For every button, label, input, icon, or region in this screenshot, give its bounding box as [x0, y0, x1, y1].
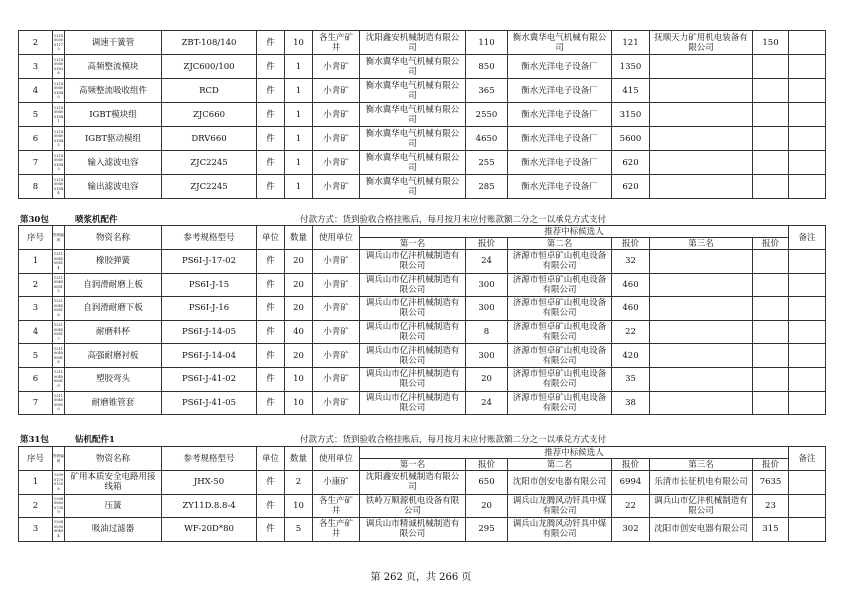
- second-candidate: 济源市恒卓矿山机电设备有限公司: [508, 391, 612, 415]
- material-code: 12110040 00817: [53, 320, 65, 344]
- unit: 件: [257, 320, 285, 344]
- material-code: 12110040 00815: [53, 273, 65, 297]
- second-price: 32: [612, 250, 650, 274]
- spec-model: ZJC600/100: [162, 55, 257, 79]
- second-candidate: 济源市恒卓矿山机电设备有限公司: [508, 367, 612, 391]
- table-row: [19, 518, 826, 542]
- table-row: [19, 391, 826, 415]
- material-name: IGBT驱动模组: [65, 127, 162, 151]
- table-row: [19, 103, 826, 127]
- material-name: 输入滤波电容: [65, 151, 162, 175]
- remark: [789, 31, 826, 55]
- first-price: 24: [466, 391, 508, 415]
- spec-model: ZJC660: [162, 103, 257, 127]
- unit: 件: [257, 175, 285, 199]
- header-price: 报价: [466, 459, 508, 471]
- third-candidate: [650, 151, 753, 175]
- material-name: 高强耐磨衬板: [65, 344, 162, 368]
- row-number: 3: [19, 297, 53, 321]
- material-name: 橡胶弹簧: [65, 250, 162, 274]
- spec-model: WF-20D*80: [162, 518, 257, 542]
- second-candidate: 济源市恒卓矿山机电设备有限公司: [508, 297, 612, 321]
- second-candidate: 济源市恒卓矿山机电设备有限公司: [508, 320, 612, 344]
- third-price: 315: [753, 518, 789, 542]
- first-candidate: 调兵山市亿沣机械制造有限公司: [360, 250, 466, 274]
- third-candidate: [650, 250, 753, 274]
- section-31-name: 钻机配件1: [75, 435, 115, 445]
- unit: 件: [257, 273, 285, 297]
- row-number: 1: [19, 250, 53, 274]
- third-price: [753, 55, 789, 79]
- unit: 件: [257, 55, 285, 79]
- header-price: 报价: [612, 459, 650, 471]
- first-price: 2550: [466, 103, 508, 127]
- header-price: 报价: [753, 238, 789, 250]
- row-number: 4: [19, 320, 53, 344]
- remark: [789, 55, 826, 79]
- header-model: 参考规格型号: [162, 447, 257, 471]
- material-name: 高频整流模块: [65, 55, 162, 79]
- quantity: 10: [285, 391, 313, 415]
- first-price: 285: [466, 175, 508, 199]
- remark: [789, 151, 826, 175]
- header-unit: 单位: [257, 226, 285, 250]
- second-price: 460: [612, 297, 650, 321]
- header-remark: 备注: [789, 226, 826, 250]
- material-code: 12180060 01643: [53, 151, 65, 175]
- header-seq: 序号: [19, 447, 53, 471]
- quantity: 5: [285, 518, 313, 542]
- third-price: [753, 367, 789, 391]
- first-price: 110: [466, 31, 508, 55]
- header-second: 第二名: [508, 238, 612, 250]
- row-number: 6: [19, 367, 53, 391]
- third-candidate: 调兵山市亿沣机械制造有限公司: [650, 494, 753, 518]
- header-row: [19, 447, 826, 459]
- header-model: 参考规格型号: [162, 226, 257, 250]
- second-price: 5600: [612, 127, 650, 151]
- header-name: 物资名称: [65, 447, 162, 471]
- second-candidate: 衡水光洋电子设备厂: [508, 127, 612, 151]
- quantity: 2: [285, 471, 313, 495]
- first-candidate: 调兵山市亿沣机械制造有限公司: [360, 391, 466, 415]
- remark: [789, 494, 826, 518]
- user-unit: 各生产矿井: [313, 494, 360, 518]
- third-candidate: [650, 273, 753, 297]
- third-price: [753, 297, 789, 321]
- second-price: 22: [612, 320, 650, 344]
- table-row: [19, 55, 826, 79]
- first-candidate: 沈阳鑫安机械制造有限公司: [360, 471, 466, 495]
- quantity: 20: [285, 273, 313, 297]
- quantity: 1: [285, 55, 313, 79]
- first-candidate: 铁岭万顺源机电设备有限公司: [360, 494, 466, 518]
- first-candidate: 衡水冀华电气机械有限公司: [360, 55, 466, 79]
- material-code: 12110040 00816: [53, 297, 65, 321]
- material-code: 12180060 01641: [53, 103, 65, 127]
- remark: [789, 79, 826, 103]
- material-table-top: [18, 30, 826, 199]
- header-second: 第二名: [508, 459, 612, 471]
- first-price: 300: [466, 273, 508, 297]
- second-price: 415: [612, 79, 650, 103]
- material-code: 12080030 00494: [53, 518, 65, 542]
- user-unit: 小青矿: [313, 273, 360, 297]
- section-31-heading: [20, 433, 115, 445]
- third-candidate: 抚顺天力矿用机电装备有限公司: [650, 31, 753, 55]
- second-candidate: 济源市恒卓矿山机电设备有限公司: [508, 273, 612, 297]
- material-code: 12180060 01640: [53, 79, 65, 103]
- user-unit: 小青矿: [313, 55, 360, 79]
- material-name: 矿用本质安全电路用接线箱: [65, 471, 162, 495]
- remark: [789, 273, 826, 297]
- third-price: [753, 151, 789, 175]
- row-number: 7: [19, 151, 53, 175]
- header-seq: 序号: [19, 226, 53, 250]
- unit: 件: [257, 297, 285, 321]
- header-third: 第三名: [650, 459, 753, 471]
- material-code: 12180060 01642: [53, 127, 65, 151]
- unit: 件: [257, 494, 285, 518]
- user-unit: 小青矿: [313, 250, 360, 274]
- third-price: 7635: [753, 471, 789, 495]
- unit: 件: [257, 250, 285, 274]
- first-price: 20: [466, 494, 508, 518]
- quantity: 40: [285, 320, 313, 344]
- first-price: 295: [466, 518, 508, 542]
- unit: 件: [257, 518, 285, 542]
- material-name: 塑胶弯头: [65, 367, 162, 391]
- user-unit: 小青矿: [313, 127, 360, 151]
- user-unit: 小青矿: [313, 297, 360, 321]
- unit: 件: [257, 31, 285, 55]
- spec-model: PS6I-J-16: [162, 297, 257, 321]
- row-number: 2: [19, 494, 53, 518]
- third-candidate: [650, 127, 753, 151]
- unit: 件: [257, 391, 285, 415]
- material-name: 自润滑耐磨上板: [65, 273, 162, 297]
- spec-model: ZBT-108/140: [162, 31, 257, 55]
- quantity: 1: [285, 79, 313, 103]
- material-name: 吸油过滤器: [65, 518, 162, 542]
- first-candidate: 沈阳鑫安机械制造有限公司: [360, 31, 466, 55]
- user-unit: 小青矿: [313, 391, 360, 415]
- spec-model: PS6I-J-15: [162, 273, 257, 297]
- third-price: 150: [753, 31, 789, 55]
- spec-model: ZJC2245: [162, 151, 257, 175]
- second-price: 38: [612, 391, 650, 415]
- first-candidate: 调兵山市亿沣机械制造有限公司: [360, 273, 466, 297]
- remark: [789, 250, 826, 274]
- header-row: [19, 226, 826, 238]
- first-price: 650: [466, 471, 508, 495]
- remark: [789, 344, 826, 368]
- unit: 件: [257, 344, 285, 368]
- first-candidate: 衡水冀华电气机械有限公司: [360, 151, 466, 175]
- first-candidate: 衡水冀华电气机械有限公司: [360, 175, 466, 199]
- section-30-heading: [20, 213, 118, 225]
- table-row: [19, 79, 826, 103]
- row-number: 5: [19, 103, 53, 127]
- first-price: 850: [466, 55, 508, 79]
- unit: 件: [257, 471, 285, 495]
- quantity: 1: [285, 127, 313, 151]
- quantity: 20: [285, 250, 313, 274]
- second-price: 22: [612, 494, 650, 518]
- third-candidate: [650, 55, 753, 79]
- table-row: [19, 250, 826, 274]
- material-code: 12110040 00820: [53, 391, 65, 415]
- header-first: 第一名: [360, 459, 466, 471]
- row-number: 1: [19, 471, 53, 495]
- second-candidate: 衡水光洋电子设备厂: [508, 151, 612, 175]
- header-name: 物资名称: [65, 226, 162, 250]
- user-unit: 小青矿: [313, 175, 360, 199]
- quantity: 10: [285, 367, 313, 391]
- material-name: 耐磨锥管套: [65, 391, 162, 415]
- unit: 件: [257, 367, 285, 391]
- second-price: 620: [612, 151, 650, 175]
- third-price: [753, 103, 789, 127]
- second-candidate: 调兵山龙腾风动钎具中煤有限公司: [508, 494, 612, 518]
- header-qty: 数量: [285, 447, 313, 471]
- header-qty: 数量: [285, 226, 313, 250]
- second-price: 420: [612, 344, 650, 368]
- page-footer: 第 262 页，共 266 页: [370, 572, 472, 583]
- remark: [789, 367, 826, 391]
- first-price: 20: [466, 367, 508, 391]
- second-price: 1350: [612, 55, 650, 79]
- table-row: [19, 175, 826, 199]
- header-remark: 备注: [789, 447, 826, 471]
- spec-model: RCD: [162, 79, 257, 103]
- second-price: 35: [612, 367, 650, 391]
- material-code: 12180030 01173: [53, 31, 65, 55]
- third-candidate: [650, 391, 753, 415]
- first-price: 300: [466, 344, 508, 368]
- header-price: 报价: [466, 238, 508, 250]
- spec-model: PS6I-J-17-02: [162, 250, 257, 274]
- table-row: [19, 273, 826, 297]
- section-30-name: 喷浆机配件: [75, 215, 118, 225]
- second-candidate: 衡水光洋电子设备厂: [508, 103, 612, 127]
- table-row: [19, 127, 826, 151]
- row-number: 7: [19, 391, 53, 415]
- material-name: 输出滤波电容: [65, 175, 162, 199]
- material-code: 12110040 00819: [53, 367, 65, 391]
- material-code: 12110040 00818: [53, 344, 65, 368]
- spec-model: PS6I-J-14-04: [162, 344, 257, 368]
- second-price: 460: [612, 273, 650, 297]
- remark: [789, 103, 826, 127]
- table-row: [19, 151, 826, 175]
- row-number: 6: [19, 127, 53, 151]
- third-price: [753, 175, 789, 199]
- remark: [789, 391, 826, 415]
- third-price: [753, 320, 789, 344]
- table-row: [19, 367, 826, 391]
- second-candidate: 衡水光洋电子设备厂: [508, 55, 612, 79]
- material-code: 12110040 00814: [53, 250, 65, 274]
- third-price: [753, 391, 789, 415]
- second-candidate: 济源市恒卓矿山机电设备有限公司: [508, 250, 612, 274]
- first-candidate: 调兵山市亿沣机械制造有限公司: [360, 367, 466, 391]
- remark: [789, 127, 826, 151]
- user-unit: 小青矿: [313, 103, 360, 127]
- third-price: [753, 344, 789, 368]
- spec-model: JHX-50: [162, 471, 257, 495]
- header-recommend: 推荐中标候选人: [360, 226, 789, 238]
- header-code: 物资编码: [53, 447, 65, 471]
- user-unit: 小青矿: [313, 151, 360, 175]
- row-number: 3: [19, 518, 53, 542]
- unit: 件: [257, 79, 285, 103]
- spec-model: DRV660: [162, 127, 257, 151]
- material-code: 12080060 07309: [53, 494, 65, 518]
- spec-model: PS6I-J-14-05: [162, 320, 257, 344]
- third-candidate: [650, 103, 753, 127]
- material-name: 调速干簧管: [65, 31, 162, 55]
- third-candidate: [650, 297, 753, 321]
- third-candidate: [650, 344, 753, 368]
- user-unit: 小青矿: [313, 367, 360, 391]
- section-31-table: [18, 446, 826, 542]
- header-user: 使用单位: [313, 447, 360, 471]
- first-candidate: 调兵山市亿沣机械制造有限公司: [360, 297, 466, 321]
- quantity: 1: [285, 103, 313, 127]
- remark: [789, 471, 826, 495]
- second-price: 620: [612, 175, 650, 199]
- third-candidate: [650, 79, 753, 103]
- third-price: 23: [753, 494, 789, 518]
- header-third: 第三名: [650, 238, 753, 250]
- first-candidate: 调兵山市精诚机械制造有限公司: [360, 518, 466, 542]
- first-price: 300: [466, 297, 508, 321]
- row-number: 2: [19, 273, 53, 297]
- material-code: 12180060 01638: [53, 55, 65, 79]
- third-candidate: 沈阳市创安电器有限公司: [650, 518, 753, 542]
- row-number: 3: [19, 55, 53, 79]
- user-unit: 小康矿: [313, 471, 360, 495]
- first-candidate: 衡水冀华电气机械有限公司: [360, 103, 466, 127]
- third-candidate: [650, 175, 753, 199]
- unit: 件: [257, 151, 285, 175]
- quantity: 10: [285, 494, 313, 518]
- table-row: [19, 344, 826, 368]
- quantity: 20: [285, 297, 313, 321]
- table-row: [19, 31, 826, 55]
- row-number: 4: [19, 79, 53, 103]
- spec-model: PS6I-J-41-05: [162, 391, 257, 415]
- remark: [789, 518, 826, 542]
- first-price: 255: [466, 151, 508, 175]
- first-candidate: 衡水冀华电气机械有限公司: [360, 127, 466, 151]
- first-price: 24: [466, 250, 508, 274]
- table-row: [19, 494, 826, 518]
- row-number: 8: [19, 175, 53, 199]
- user-unit: 各生产矿井: [313, 31, 360, 55]
- section-30-payment: 付款方式：货到验收合格挂账后，每月按月末应付账款额二分之一以承兑方式支付: [300, 215, 607, 225]
- spec-model: PS6I-J-41-02: [162, 367, 257, 391]
- user-unit: 小青矿: [313, 79, 360, 103]
- third-price: [753, 127, 789, 151]
- first-price: 4650: [466, 127, 508, 151]
- section-31-payment: 付款方式：货到验收合格挂账后，每月按月末应付账款额二分之一以承兑方式支付: [300, 435, 607, 445]
- table-row: [19, 320, 826, 344]
- section-30-number: 第30包: [20, 215, 49, 225]
- material-code: 12180060 01644: [53, 175, 65, 199]
- table-row: [19, 297, 826, 321]
- third-candidate: [650, 367, 753, 391]
- section-30-table: [18, 225, 826, 415]
- quantity: 10: [285, 31, 313, 55]
- second-price: 6994: [612, 471, 650, 495]
- user-unit: 小青矿: [313, 344, 360, 368]
- header-user: 使用单位: [313, 226, 360, 250]
- remark: [789, 175, 826, 199]
- header-unit: 单位: [257, 447, 285, 471]
- header-first: 第一名: [360, 238, 466, 250]
- row-number: 2: [19, 31, 53, 55]
- header-price: 报价: [612, 238, 650, 250]
- user-unit: 各生产矿井: [313, 518, 360, 542]
- user-unit: 小青矿: [313, 320, 360, 344]
- unit: 件: [257, 127, 285, 151]
- first-candidate: 调兵山市亿沣机械制造有限公司: [360, 320, 466, 344]
- second-candidate: 沈阳市创安电器有限公司: [508, 471, 612, 495]
- third-price: [753, 273, 789, 297]
- second-price: 302: [612, 518, 650, 542]
- spec-model: ZJC2245: [162, 175, 257, 199]
- first-price: 8: [466, 320, 508, 344]
- table-row: [19, 471, 826, 495]
- third-price: [753, 250, 789, 274]
- second-price: 3150: [612, 103, 650, 127]
- second-price: 121: [612, 31, 650, 55]
- second-candidate: 调兵山龙腾风动钎具中煤有限公司: [508, 518, 612, 542]
- spec-model: ZY11D.8.8-4: [162, 494, 257, 518]
- second-candidate: 衡水冀华电气机械有限公司: [508, 31, 612, 55]
- material-name: 耐磨料杯: [65, 320, 162, 344]
- row-number: 5: [19, 344, 53, 368]
- remark: [789, 320, 826, 344]
- second-candidate: 衡水光洋电子设备厂: [508, 79, 612, 103]
- first-price: 365: [466, 79, 508, 103]
- header-code: 物资编码: [53, 226, 65, 250]
- material-name: IGBT模块组: [65, 103, 162, 127]
- header-recommend: 推荐中标候选人: [360, 447, 789, 459]
- quantity: 1: [285, 175, 313, 199]
- third-candidate: 乐清市长征机电有限公司: [650, 471, 753, 495]
- header-price: 报价: [753, 459, 789, 471]
- second-candidate: 济源市恒卓矿山机电设备有限公司: [508, 344, 612, 368]
- material-name: 自润滑耐磨下板: [65, 297, 162, 321]
- material-name: 压簧: [65, 494, 162, 518]
- quantity: 20: [285, 344, 313, 368]
- third-candidate: [650, 320, 753, 344]
- material-name: 高频整流吸收组件: [65, 79, 162, 103]
- quantity: 1: [285, 151, 313, 175]
- section-31-number: 第31包: [20, 435, 49, 445]
- material-code: 12090170 01208: [53, 471, 65, 495]
- third-price: [753, 79, 789, 103]
- first-candidate: 调兵山市亿沣机械制造有限公司: [360, 344, 466, 368]
- second-candidate: 衡水光洋电子设备厂: [508, 175, 612, 199]
- unit: 件: [257, 103, 285, 127]
- first-candidate: 衡水冀华电气机械有限公司: [360, 79, 466, 103]
- remark: [789, 297, 826, 321]
